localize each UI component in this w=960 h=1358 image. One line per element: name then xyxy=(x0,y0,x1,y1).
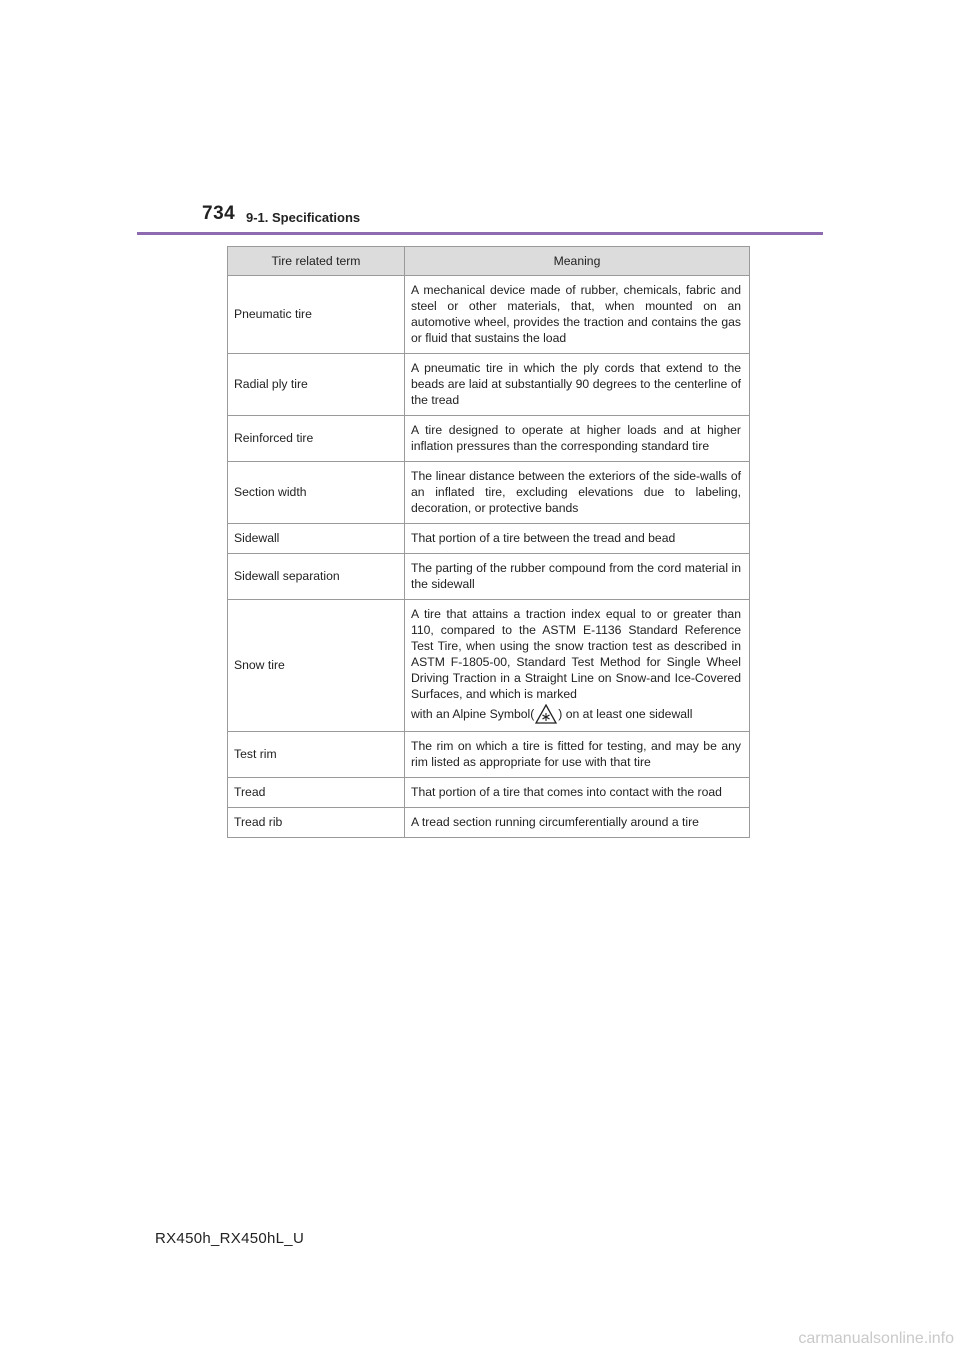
tire-terms-table xyxy=(227,246,750,838)
meaning-cell: A mechanical device made of rubber, chemicals, fabric and steel or other materials, that, when mounted on an automotive wheel, provides the traction and contains the gas or fluid that sustains the load xyxy=(405,276,750,354)
meaning-text-tail xyxy=(411,704,741,724)
meaning-tail-after: ) on at least one sidewall xyxy=(558,707,693,721)
term-cell: Sidewall xyxy=(228,524,405,554)
table-row xyxy=(228,554,750,600)
term-cell: Radial ply tire xyxy=(228,354,405,416)
column-header-meaning: Meaning xyxy=(405,247,750,276)
table-header-row xyxy=(228,247,750,276)
alpine-symbol-icon xyxy=(535,704,557,724)
meaning-text: A tire that attains a traction index equal to or greater than 110, compared to the ASTM E-1136 Standard Reference Test Tire, when using the snow traction test as described in ASTM F-1805-00, Standard Test Method for Single Wheel Driving Traction in a Straight Line on Snow-and Ice-Covered Surfaces, and which is marked xyxy=(411,607,741,701)
section-title: 9-1. Specifications xyxy=(246,210,361,225)
column-header-term: Tire related term xyxy=(228,247,405,276)
footer-model: RX450h_RX450hL_U xyxy=(155,1230,305,1247)
term-cell: Section width xyxy=(228,462,405,524)
meaning-cell: That portion of a tire between the tread and bead xyxy=(405,524,750,554)
page-number: 734 xyxy=(202,203,236,224)
table-row xyxy=(228,732,750,778)
table-row xyxy=(228,462,750,524)
watermark: carmanualsonline.info xyxy=(798,1330,954,1347)
meaning-cell: A pneumatic tire in which the ply cords that extend to the beads are laid at substantially 90 degrees to the centerline of the tread xyxy=(405,354,750,416)
term-cell: Tread xyxy=(228,778,405,808)
meaning-cell xyxy=(405,600,750,732)
header-rule xyxy=(137,232,823,235)
term-cell: Reinforced tire xyxy=(228,416,405,462)
meaning-cell: The rim on which a tire is fitted for testing, and may be any rim listed as appropriate for use with that tire xyxy=(405,732,750,778)
table-row xyxy=(228,778,750,808)
meaning-cell: The linear distance between the exteriors of the side-walls of an inflated tire, excluding elevations due to labeling, decoration, or protective bands xyxy=(405,462,750,524)
term-cell: Tread rib xyxy=(228,808,405,838)
meaning-cell: That portion of a tire that comes into contact with the road xyxy=(405,778,750,808)
term-cell: Sidewall separation xyxy=(228,554,405,600)
term-cell: Snow tire xyxy=(228,600,405,732)
table-row xyxy=(228,808,750,838)
meaning-tail-before: with an Alpine Symbol( xyxy=(411,707,535,721)
table-row xyxy=(228,276,750,354)
table-row xyxy=(228,600,750,732)
meaning-cell: A tire designed to operate at higher loads and at higher inflation pressures than the corresponding standard tire xyxy=(405,416,750,462)
table-row xyxy=(228,524,750,554)
term-cell: Pneumatic tire xyxy=(228,276,405,354)
meaning-cell: A tread section running circumferentially around a tire xyxy=(405,808,750,838)
term-cell: Test rim xyxy=(228,732,405,778)
meaning-cell: The parting of the rubber compound from the cord material in the sidewall xyxy=(405,554,750,600)
table-row xyxy=(228,354,750,416)
table-row xyxy=(228,416,750,462)
